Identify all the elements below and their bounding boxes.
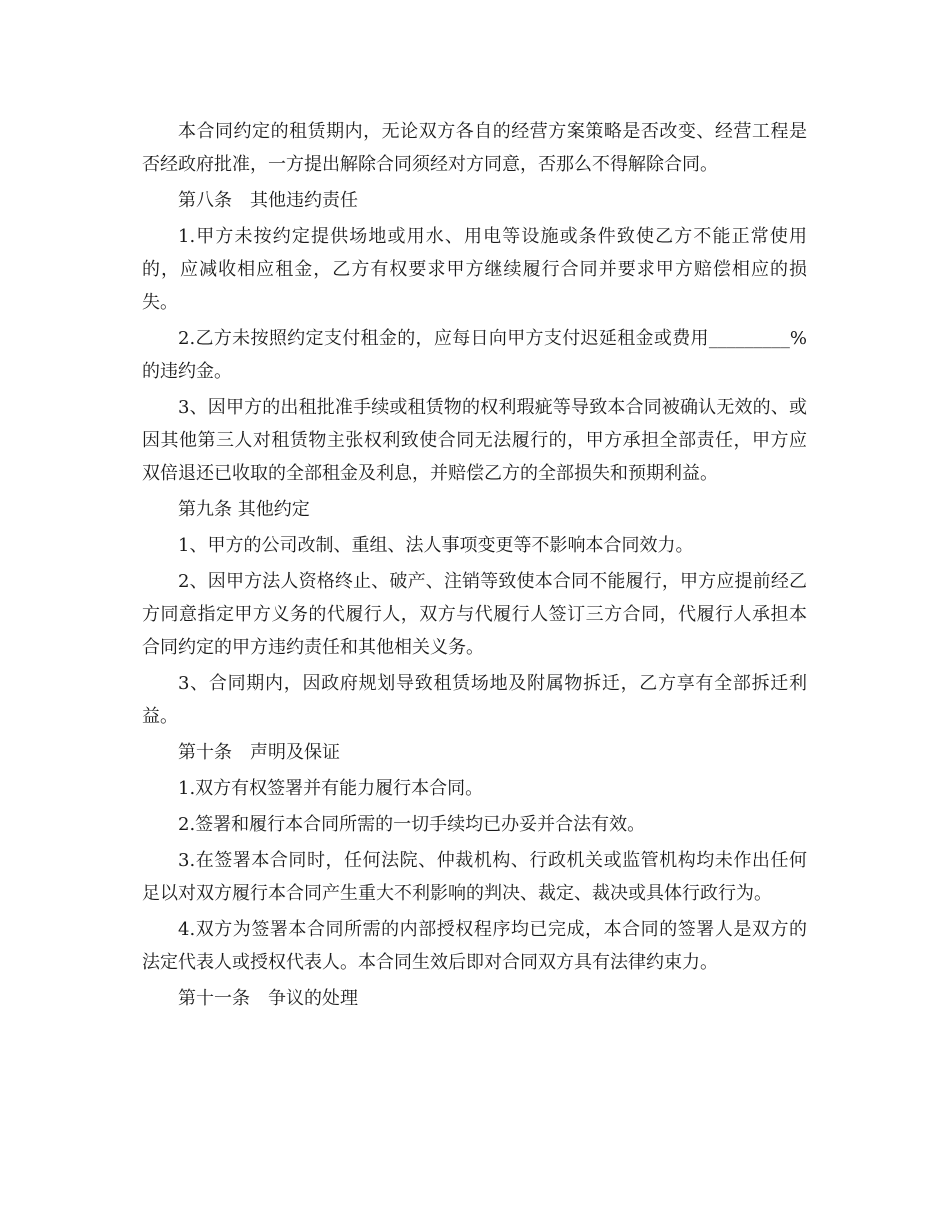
article-9-heading: 第九条 其他约定 (178, 499, 310, 520)
paragraph-8-1: 1.甲方未按约定提供场地或用水、用电等设施或条件致使乙方不能正常使用的，应减收相应租金，乙方有权要求甲方继续履行合同并要求甲方赔偿相应的损失。 (142, 226, 807, 313)
paragraph-10-4: 4.双方为签署本合同所需的内部授权程序均已完成，本合同的签署人是双方的法定代表人或授权代表人。本合同生效后即对合同双方具有法律约束力。 (142, 919, 807, 973)
paragraph-8-3: 3、因甲方的出租批准手续或租赁物的权利瑕疵等导致本合同被确认无效的、或因其他第三人对租赁物主张权利致使合同无法履行的，甲方承担全部责任，甲方应双倍退还已收取的全部租金及利息，并赔偿乙方的全部损失和预期利益。 (142, 397, 807, 484)
paragraph-10-1: 1.双方有权签署并有能力履行本合同。 (178, 778, 484, 799)
document-body (142, 115, 807, 1018)
paragraph-9-1: 1、甲方的公司改制、重组、法人事项变更等不影响本合同效力。 (178, 535, 694, 556)
paragraph-10-2: 2.签署和履行本合同所需的一切手续均已办妥并合法有效。 (178, 814, 646, 835)
paragraph-10-3: 3.在签署本合同时，任何法院、仲裁机构、行政机关或监管机构均未作出任何足以对双方履行本合同产生重大不利影响的判决、裁定、裁决或具体行政行为。 (142, 850, 807, 904)
article-8-heading: 第八条 其他违约责任 (178, 190, 358, 211)
article-10-heading: 第十条 声明及保证 (178, 742, 340, 763)
paragraph-termination-clause: 本合同约定的租赁期内，无论双方各自的经营方案策略是否改变、经营工程是否经政府批准，一方提出解除合同须经对方同意，否那么不得解除合同。 (142, 121, 807, 175)
paragraph-9-2: 2、因甲方法人资格终止、破产、注销等致使本合同不能履行，甲方应提前经乙方同意指定甲方义务的代履行人，双方与代履行人签订三方合同，代履行人承担本合同约定的甲方违约责任和其他相关义务。 (142, 571, 807, 658)
article-11-heading: 第十一条 争议的处理 (178, 988, 358, 1009)
paragraph-8-2: 2.乙方未按照约定支付租金的，应每日向甲方支付迟延租金或费用_________%的违约金。 (142, 328, 807, 382)
paragraph-9-3: 3、合同期内，因政府规划导致租赁场地及附属物拆迁，乙方享有全部拆迁利益。 (142, 673, 807, 727)
